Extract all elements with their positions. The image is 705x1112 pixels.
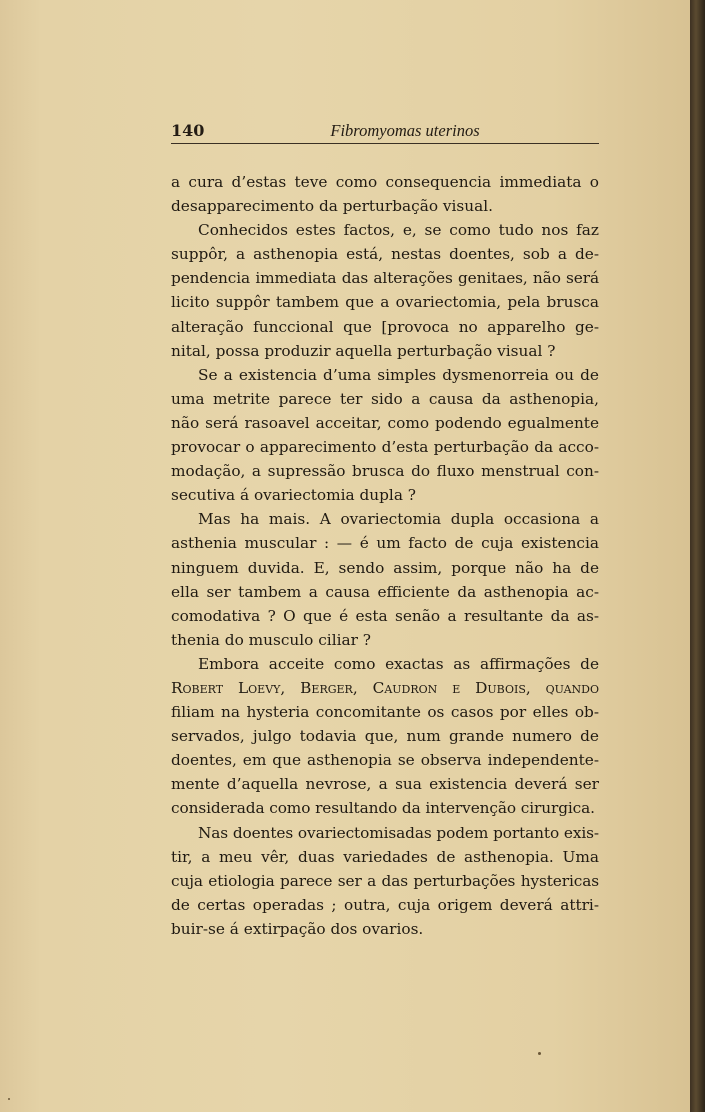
text-line: Mas ha mais. A ovariectomia dupla occasiona a <box>198 510 599 529</box>
text-line: a cura d’estas teve como consequencia immediata o <box>171 173 599 191</box>
text-line: provocar o apparecimento d’esta perturbação da acco- <box>171 438 599 457</box>
text-line: mente d’aquella nevrose, a sua existencia deverá ser <box>171 775 599 794</box>
text-line: tir, a meu vêr, duas variedades de asthenopia. Uma <box>171 847 599 866</box>
text-line: ella ser tambem a causa efficiente da asthenopia ac- <box>171 582 599 601</box>
page-edge <box>690 0 705 1112</box>
text-line: cuja etiologia parece ser a das perturbações hystericas <box>171 871 599 890</box>
text-line: Robert Loevy, Berger, Caudron e Dubois, quando <box>171 678 599 697</box>
text-line: nital, possa produzir aquella perturbação visual ? <box>171 341 556 360</box>
text-line: modação, a supressão brusca do fluxo menstrual con- <box>171 462 599 481</box>
text-line: servados, julgo todavia que, num grande numero de <box>171 727 599 746</box>
text-line: considerada como resultando da intervenção cirurgica. <box>171 799 595 818</box>
text-line: asthenia muscular : — é um facto de cuja existencia <box>171 534 599 553</box>
text-line: filiam na hysteria concomitante os casos por elles ob- <box>171 703 599 722</box>
text-line: pendencia immediata das alterações genitaes, não será <box>171 269 599 288</box>
text-line: alteração funccional que [provoca no apparelho ge- <box>171 317 599 336</box>
text-line: Conhecidos estes factos, e, se como tudo nos faz <box>198 221 599 240</box>
page-number: 140 <box>171 121 205 140</box>
page-header <box>171 119 599 144</box>
text-line: secutiva á ovariectomia dupla ? <box>171 486 417 505</box>
text-line: desapparecimento da perturbação visual. <box>171 197 493 216</box>
running-title: Fibromyomas uterinos <box>330 121 480 140</box>
text-line: buir-se á extirpação dos ovarios. <box>171 919 424 938</box>
text-line: ninguem duvida. E, sendo assim, porque não ha de <box>171 558 599 577</box>
text-line: Nas doentes ovariectomisadas podem portanto exis- <box>198 823 599 842</box>
text-line: licito suppôr tambem que a ovariectomia, pela brusca <box>171 293 599 312</box>
text-line: uma metrite parece ter sido a causa da asthenopia, <box>171 389 599 408</box>
text-line: thenia do musculo ciliar ? <box>171 630 371 649</box>
paper-speck <box>8 1098 10 1100</box>
text-line: comodativa ? O que é esta senão a resultante da as- <box>171 606 599 625</box>
text-line: não será rasoavel acceitar, como podendo egualmente <box>171 413 599 432</box>
text-line: doentes, em que asthenopia se observa independente- <box>171 751 599 770</box>
text-line: de certas operadas ; outra, cuja origem deverá attri- <box>171 895 599 914</box>
text-line: Embora acceite como exactas as affirmações de <box>198 654 599 673</box>
paper-speck <box>538 1052 541 1055</box>
text-line: Se a existencia d’uma simples dysmenorreia ou de <box>198 365 599 384</box>
body-text <box>171 170 599 941</box>
text-line: suppôr, a asthenopia está, nestas doentes, sob a de- <box>171 245 599 264</box>
